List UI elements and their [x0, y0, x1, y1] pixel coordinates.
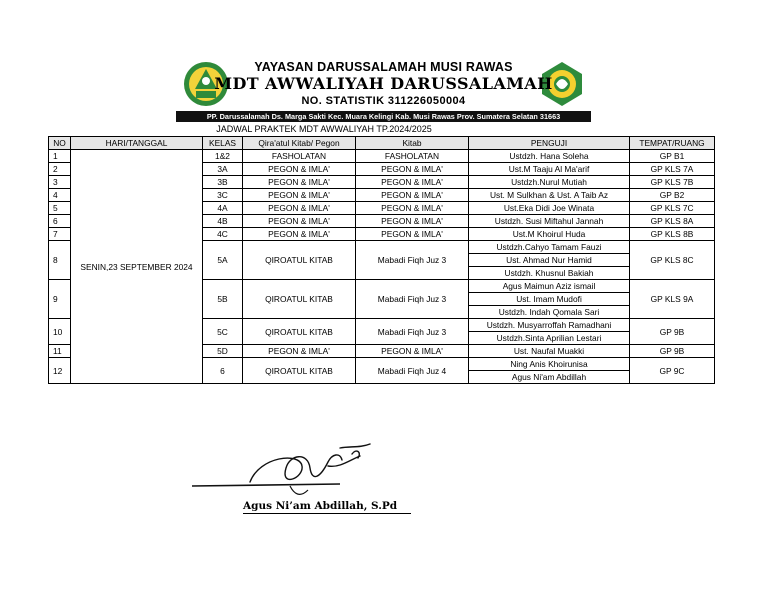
header-room: TEMPAT/RUANG: [630, 137, 715, 150]
examiner-cell: Ust. Imam Mudofi: [469, 293, 630, 306]
header-book: Kitab: [356, 137, 469, 150]
subject-cell: PEGON & IMLA': [243, 163, 356, 176]
book-cell: Mabadi Fiqh Juz 3: [356, 241, 469, 280]
header-examiner: PENGUJI: [469, 137, 630, 150]
examiner-cell: Agus Ni'am Abdillah: [469, 371, 630, 384]
examiner-cell: Ust. Ahmad Nur Hamid: [469, 254, 630, 267]
room-cell: GP KLS 8A: [630, 215, 715, 228]
date-cell: SENIN,23 SEPTEMBER 2024: [71, 150, 203, 384]
subject-cell: PEGON & IMLA': [243, 215, 356, 228]
examiner-cell: Ustdzh. Hana Soleha: [469, 150, 630, 163]
subject-cell: QIROATUL KITAB: [243, 241, 356, 280]
subject-cell: PEGON & IMLA': [243, 176, 356, 189]
examiner-cell: Ustdzh.Cahyo Tamam Fauzi: [469, 241, 630, 254]
book-cell: PEGON & IMLA': [356, 189, 469, 202]
examiner-cell: Ust.M Taaju Al Ma'arif: [469, 163, 630, 176]
address-bar: PP. Darussalamah Ds. Marga Sakti Kec. Muara Kelingi Kab. Musi Rawas Prov. Sumatera Selatan 31663: [176, 111, 591, 122]
row-number: 8: [49, 241, 71, 280]
subject-cell: PEGON & IMLA': [243, 228, 356, 241]
class-cell: 6: [203, 358, 243, 384]
row-number: 5: [49, 202, 71, 215]
room-cell: GP KLS 8B: [630, 228, 715, 241]
header-date: HARI/TANGGAL: [71, 137, 203, 150]
class-cell: 5D: [203, 345, 243, 358]
book-cell: PEGON & IMLA': [356, 228, 469, 241]
room-cell: GP KLS 8C: [630, 241, 715, 280]
room-cell: GP 9B: [630, 345, 715, 358]
examiner-cell: Ustdzh. Musyarroffah Ramadhani: [469, 319, 630, 332]
book-cell: PEGON & IMLA': [356, 202, 469, 215]
row-number: 6: [49, 215, 71, 228]
header-class: KELAS: [203, 137, 243, 150]
examiner-cell: Ust. Naufal Muakki: [469, 345, 630, 358]
class-cell: 5A: [203, 241, 243, 280]
row-number: 2: [49, 163, 71, 176]
examiner-cell: Ustdzh. Susi Miftahul Jannah: [469, 215, 630, 228]
book-cell: Mabadi Fiqh Juz 3: [356, 280, 469, 319]
examiner-cell: Ustdzh. Indah Qomala Sari: [469, 306, 630, 319]
book-cell: PEGON & IMLA': [356, 345, 469, 358]
class-cell: 4A: [203, 202, 243, 215]
row-number: 4: [49, 189, 71, 202]
room-cell: GP 9C: [630, 358, 715, 384]
row-number: 12: [49, 358, 71, 384]
subject-cell: PEGON & IMLA': [243, 189, 356, 202]
room-cell: GP B1: [630, 150, 715, 163]
row-number: 3: [49, 176, 71, 189]
book-cell: PEGON & IMLA': [356, 163, 469, 176]
room-cell: GP 9B: [630, 319, 715, 345]
row-number: 7: [49, 228, 71, 241]
subject-cell: QIROATUL KITAB: [243, 280, 356, 319]
book-cell: PEGON & IMLA': [356, 215, 469, 228]
class-cell: 3A: [203, 163, 243, 176]
examiner-cell: Ust. M Sulkhan & Ust. A Taib Az: [469, 189, 630, 202]
subject-cell: QIROATUL KITAB: [243, 319, 356, 345]
row-number: 9: [49, 280, 71, 319]
document-title: JADWAL PRAKTEK MDT AWWALIYAH TP.2024/2025: [216, 124, 432, 134]
class-cell: 3C: [203, 189, 243, 202]
book-cell: Mabadi Fiqh Juz 3: [356, 319, 469, 345]
header-subject: Qira'atul Kitab/ Pegon: [243, 137, 356, 150]
room-cell: GP B2: [630, 189, 715, 202]
subject-cell: FASHOLATAN: [243, 150, 356, 163]
class-cell: 5C: [203, 319, 243, 345]
book-cell: FASHOLATAN: [356, 150, 469, 163]
letterhead: [176, 56, 591, 122]
room-cell: GP KLS 7C: [630, 202, 715, 215]
row-number: 1: [49, 150, 71, 163]
class-cell: 5B: [203, 280, 243, 319]
room-cell: GP KLS 7B: [630, 176, 715, 189]
row-number: 11: [49, 345, 71, 358]
schedule-table: [48, 136, 715, 384]
book-cell: Mabadi Fiqh Juz 4: [356, 358, 469, 384]
book-cell: PEGON & IMLA': [356, 176, 469, 189]
class-cell: 1&2: [203, 150, 243, 163]
examiner-cell: Agus Maimun Aziz ismail: [469, 280, 630, 293]
foundation-name: YAYASAN DARUSSALAMAH MUSI RAWAS: [254, 60, 513, 74]
school-name: MDT AWWALIYAH DARUSSALAMAH: [214, 74, 553, 93]
header-no: NO: [49, 137, 71, 150]
examiner-cell: Ustdzh.Nurul Mutiah: [469, 176, 630, 189]
room-cell: GP KLS 7A: [630, 163, 715, 176]
examiner-cell: Ustdzh.Sinta Aprilian Lestari: [469, 332, 630, 345]
class-cell: 3B: [203, 176, 243, 189]
table-header-row: [49, 137, 715, 150]
class-cell: 4C: [203, 228, 243, 241]
room-cell: GP KLS 9A: [630, 280, 715, 319]
subject-cell: PEGON & IMLA': [243, 202, 356, 215]
class-cell: 4B: [203, 215, 243, 228]
examiner-cell: Ning Anis Khoirunisa: [469, 358, 630, 371]
signatory-name: Agus Ni’am Abdillah, S.Pd: [243, 500, 411, 514]
row-number: 10: [49, 319, 71, 345]
subject-cell: PEGON & IMLA': [243, 345, 356, 358]
examiner-cell: Ust.Eka Didi Joe Winata: [469, 202, 630, 215]
statistic-number: NO. STATISTIK 311226050004: [301, 95, 466, 107]
examiner-cell: Ustdzh. Khusnul Bakiah: [469, 267, 630, 280]
examiner-cell: Ust.M Khoirul Huda: [469, 228, 630, 241]
subject-cell: QIROATUL KITAB: [243, 358, 356, 384]
table-row: [49, 150, 715, 163]
